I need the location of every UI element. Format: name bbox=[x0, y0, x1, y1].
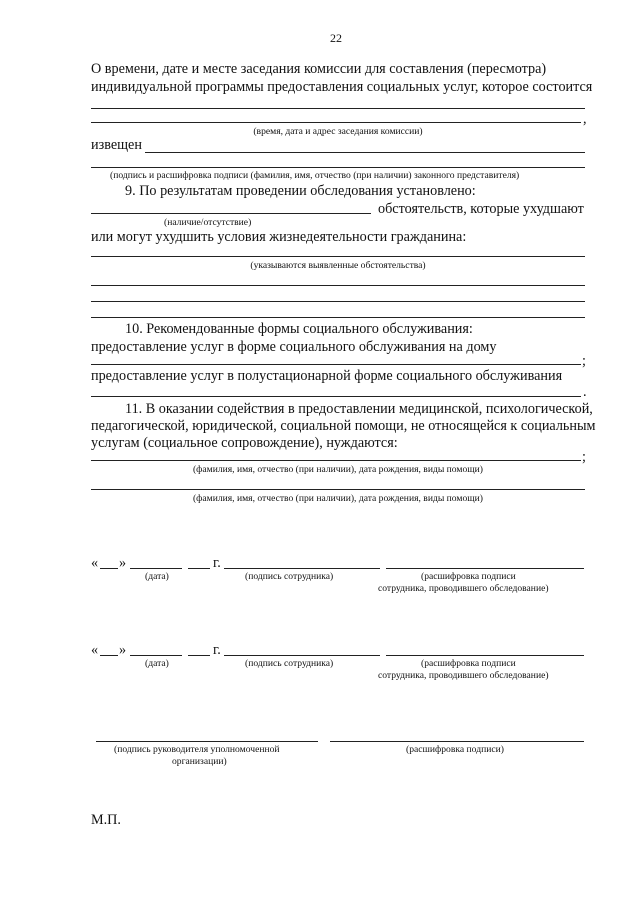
sig2-month-line bbox=[130, 655, 182, 656]
section11-line-1: 11. В оказании содействия в предоставлении медицинской, психологической, bbox=[125, 401, 593, 417]
person-line-1 bbox=[91, 460, 581, 461]
hint-person-1: (фамилия, имя, отчество (при наличии), дата рождения, виды помощи) bbox=[192, 464, 484, 475]
sig2-hint-decode-1: (расшифровка подписи bbox=[421, 658, 516, 669]
circumstances-line-2 bbox=[91, 285, 585, 286]
hint-found: (указываются выявленные обстоятельства) bbox=[250, 260, 426, 271]
section11-line-2: педагогической, юридической, социальной помощи, не относящейся к социальным bbox=[91, 418, 596, 434]
intro-comma: , bbox=[583, 111, 587, 127]
hint-notified: (подпись и расшифровка подписи (фамилия, имя, отчество (при наличии) законного представителя) bbox=[110, 170, 520, 181]
hint-presence: (наличие/отсутствие) bbox=[164, 217, 252, 228]
sig2-day-line bbox=[100, 655, 118, 656]
hint-person-2: (фамилия, имя, отчество (при наличии), дата рождения, виды помощи) bbox=[192, 493, 484, 504]
section10-semicolon: ; bbox=[582, 353, 586, 369]
circumstances-line-4 bbox=[91, 317, 585, 318]
section11-line-3: услугам (социальное сопровождение), нуждаются: bbox=[91, 435, 398, 451]
sig2-year-suffix: г. bbox=[213, 642, 221, 658]
semi-stationary-line bbox=[91, 396, 581, 397]
sig1-hint-decode-1: (расшифровка подписи bbox=[421, 571, 516, 582]
hint-meeting: (время, дата и адрес заседания комиссии) bbox=[253, 126, 423, 137]
section11-semicolon: ; bbox=[582, 449, 586, 465]
sig1-quote-open: « bbox=[91, 555, 99, 571]
stamp-label: М.П. bbox=[91, 812, 121, 828]
section9-line-2: обстоятельств, которые ухудшают bbox=[378, 201, 584, 217]
sig2-hint-decode-2: сотрудника, проводившего обследование) bbox=[378, 670, 549, 681]
head-sign-line bbox=[96, 741, 318, 742]
head-hint-decode: (расшифровка подписи) bbox=[406, 744, 504, 755]
circumstances-line-1 bbox=[91, 256, 585, 257]
circumstances-line-3 bbox=[91, 301, 585, 302]
sig1-hint-date: (дата) bbox=[145, 571, 169, 582]
sig2-year-line bbox=[188, 655, 210, 656]
sig2-quote-close: » bbox=[119, 642, 127, 658]
sig1-quote-close: » bbox=[119, 555, 127, 571]
intro-line-1: О времени, дате и месте заседания комиссии для составления (пересмотра) bbox=[91, 61, 547, 77]
sig2-decode-line bbox=[386, 655, 584, 656]
meeting-field-line-2 bbox=[91, 122, 581, 123]
presence-field-line bbox=[91, 213, 371, 214]
notified-field-line bbox=[145, 152, 585, 153]
section10-line-1: 10. Рекомендованные формы социального обслуживания: bbox=[125, 321, 473, 337]
sig1-month-line bbox=[130, 568, 182, 569]
sig1-hint-sign: (подпись сотрудника) bbox=[245, 571, 334, 582]
sig1-year-suffix: г. bbox=[213, 555, 221, 571]
notified-field-line-2 bbox=[91, 167, 585, 168]
sig1-hint-decode-2: сотрудника, проводившего обследование) bbox=[378, 583, 549, 594]
section9-line-3: или могут ухудшить условия жизнедеятельности гражданина: bbox=[91, 229, 467, 245]
section10-line-2: предоставление услуг в форме социального обслуживания на дому bbox=[91, 339, 497, 355]
person-line-2 bbox=[91, 489, 585, 490]
sig1-day-line bbox=[100, 568, 118, 569]
page-number: 22 bbox=[330, 31, 342, 45]
head-hint-sign-1: (подпись руководителя уполномоченной bbox=[114, 744, 280, 755]
intro-line-2: индивидуальной программы предоставления социальных услуг, которое состоится bbox=[91, 79, 593, 95]
notified-label: извещен bbox=[91, 137, 142, 153]
head-hint-sign-2: организации) bbox=[172, 756, 227, 767]
section9-line-1: 9. По результатам проведении обследования установлено: bbox=[125, 183, 476, 199]
section10-period: . bbox=[583, 384, 587, 400]
head-decode-line bbox=[330, 741, 584, 742]
sig2-hint-sign: (подпись сотрудника) bbox=[245, 658, 334, 669]
sig1-sign-line bbox=[224, 568, 380, 569]
sig1-decode-line bbox=[386, 568, 584, 569]
sig2-hint-date: (дата) bbox=[145, 658, 169, 669]
sig1-year-line bbox=[188, 568, 210, 569]
meeting-field-line-1 bbox=[91, 108, 585, 109]
section10-line-3: предоставление услуг в полустационарной форме социального обслуживания bbox=[91, 368, 563, 384]
sig2-sign-line bbox=[224, 655, 380, 656]
sig2-quote-open: « bbox=[91, 642, 99, 658]
home-service-line bbox=[91, 364, 581, 365]
